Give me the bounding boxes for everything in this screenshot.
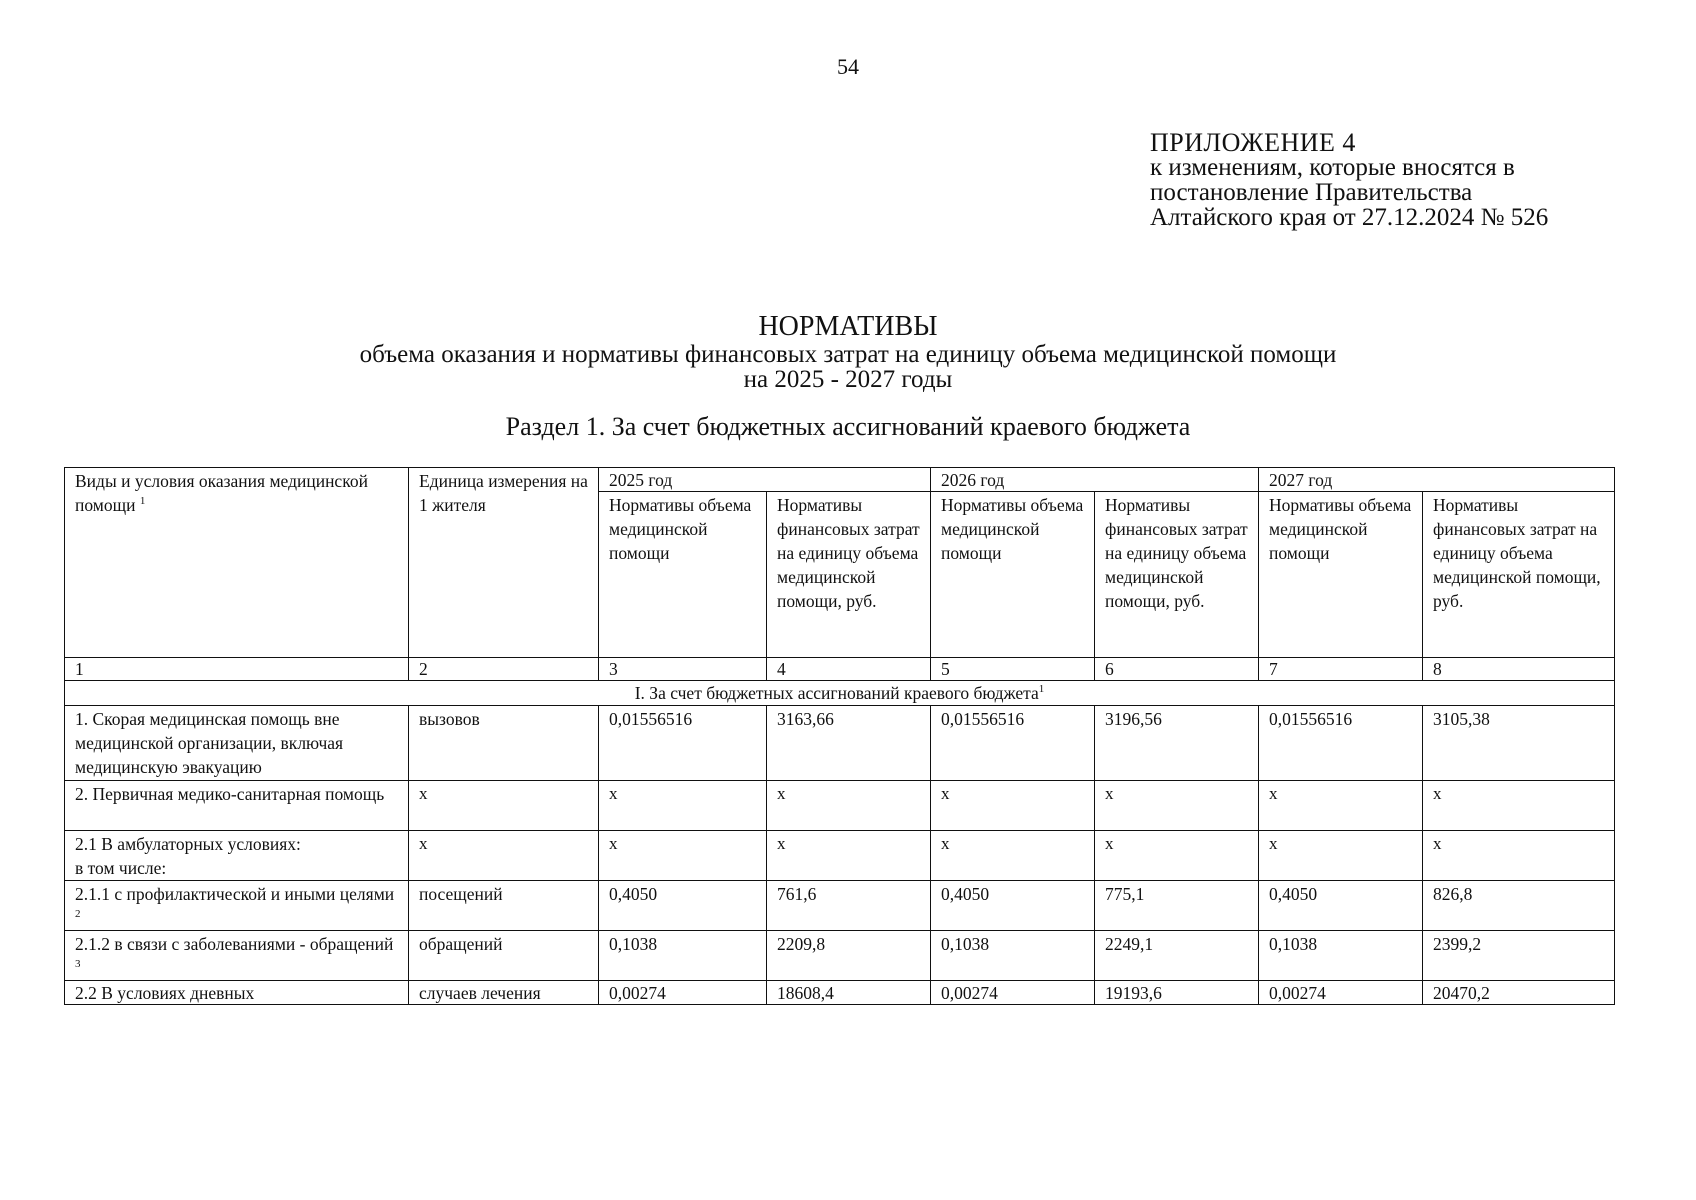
row-name-text: 2.1.2 в связи с заболеваниями - обращений — [75, 934, 394, 954]
column-number: 1 — [65, 658, 409, 681]
row-unit: случаев лечения — [409, 981, 599, 1005]
footnote-mark: 1 — [139, 495, 146, 508]
row-name: 2.2 В условиях дневных — [65, 981, 409, 1005]
row-value: 3105,38 — [1423, 706, 1615, 781]
footnote-mark: 1 — [1038, 683, 1045, 696]
header-volume-2026: Нормативы объема медицинской помощи — [931, 492, 1095, 658]
header-cell-kind — [65, 468, 409, 658]
header-volume-2025: Нормативы объема медицинской помощи — [599, 492, 767, 658]
footnote-mark: 3 — [75, 958, 81, 971]
row-name-line: 2.1 В амбулаторных условиях: — [75, 834, 301, 854]
document-title-line: объема оказания и нормативы финансовых затрат на единицу объема медицинской помощи — [359, 341, 1337, 368]
row-value: 0,01556516 — [599, 706, 767, 781]
row-name-line: в том числе: — [75, 858, 167, 878]
document-title-main: НОРМАТИВЫ — [758, 311, 938, 342]
row-value: х — [1095, 831, 1259, 881]
row-value: 0,1038 — [931, 931, 1095, 981]
column-number: 4 — [767, 658, 931, 681]
header-row-years — [65, 468, 1615, 492]
page-number: 54 — [837, 54, 859, 79]
row-value: х — [599, 831, 767, 881]
appendix-line: постановление Правительства — [1150, 179, 1473, 206]
header-year-2025: 2025 год — [599, 468, 931, 492]
header-cost-2027: Нормативы финансовых затрат на единицу объема медицинской помощи, руб. — [1423, 492, 1615, 658]
row-value: 3196,56 — [1095, 706, 1259, 781]
table-row — [65, 781, 1615, 831]
row-value: 0,01556516 — [931, 706, 1095, 781]
row-value: 0,1038 — [599, 931, 767, 981]
row-unit: х — [409, 781, 599, 831]
row-name: 1. Скорая медицинская помощь вне медицинской организации, включая медицинскую эвакуацию — [65, 706, 409, 781]
column-number: 6 — [1095, 658, 1259, 681]
header-year-2027: 2027 год — [1259, 468, 1615, 492]
footnote-mark: 2 — [75, 908, 81, 921]
row-value: 775,1 — [1095, 881, 1259, 931]
row-value: 0,4050 — [1259, 881, 1423, 931]
table-row — [65, 931, 1615, 981]
row-value: 20470,2 — [1423, 981, 1615, 1005]
column-number: 2 — [409, 658, 599, 681]
column-number-row — [65, 658, 1615, 681]
section-row-cell — [65, 681, 1615, 706]
row-value: х — [1259, 781, 1423, 831]
row-value: 19193,6 — [1095, 981, 1259, 1005]
row-unit: х — [409, 831, 599, 881]
header-year-2026: 2026 год — [931, 468, 1259, 492]
row-value: х — [1259, 831, 1423, 881]
header-cost-2026: Нормативы финансовых затрат на единицу объема медицинской помощи, руб. — [1095, 492, 1259, 658]
row-value: 0,00274 — [599, 981, 767, 1005]
document-title — [0, 312, 1696, 392]
norms-table — [64, 467, 1615, 1005]
row-value: 0,00274 — [931, 981, 1095, 1005]
row-value: 0,4050 — [599, 881, 767, 931]
row-value: х — [931, 781, 1095, 831]
row-value: х — [767, 831, 931, 881]
row-unit: вызовов — [409, 706, 599, 781]
header-kind-text: Виды и условия оказания медицинской помощи — [75, 471, 368, 515]
row-value: 3163,66 — [767, 706, 931, 781]
header-cost-2025: Нормативы финансовых затрат на единицу объема медицинской помощи, руб. — [767, 492, 931, 658]
column-number: 3 — [599, 658, 767, 681]
row-value: 2399,2 — [1423, 931, 1615, 981]
appendix-title: ПРИЛОЖЕНИЕ 4 — [1150, 128, 1356, 157]
table-row — [65, 981, 1615, 1005]
column-number: 7 — [1259, 658, 1423, 681]
row-value: х — [1423, 831, 1615, 881]
appendix-block — [1150, 130, 1548, 230]
appendix-line: к изменениям, которые вносятся в — [1150, 154, 1515, 181]
column-number: 5 — [931, 658, 1095, 681]
section-row-text: I. За счет бюджетных ассигнований краевого бюджета — [634, 683, 1039, 703]
header-volume-2027: Нормативы объема медицинской помощи — [1259, 492, 1423, 658]
table-row — [65, 881, 1615, 931]
appendix-line: Алтайского края от 27.12.2024 № 526 — [1150, 204, 1549, 231]
row-value: х — [599, 781, 767, 831]
table-row — [65, 706, 1615, 781]
row-value: 0,00274 — [1259, 981, 1423, 1005]
column-number: 8 — [1423, 658, 1615, 681]
row-name — [65, 831, 409, 881]
row-value: х — [1095, 781, 1259, 831]
section-row — [65, 681, 1615, 706]
row-value: 0,01556516 — [1259, 706, 1423, 781]
row-name-text: 2.1.1 с профилактической и иными целями — [75, 884, 395, 904]
section-title: Раздел 1. За счет бюджетных ассигнований краевого бюджета — [505, 412, 1191, 441]
row-name — [65, 881, 409, 931]
row-value: 18608,4 — [767, 981, 931, 1005]
table-row — [65, 831, 1615, 881]
row-value: х — [931, 831, 1095, 881]
row-value: 0,4050 — [931, 881, 1095, 931]
document-title-line: на 2025 - 2027 годы — [743, 366, 953, 393]
row-value: 0,1038 — [1259, 931, 1423, 981]
row-name: 2. Первичная медико-санитарная помощь — [65, 781, 409, 831]
row-name — [65, 931, 409, 981]
row-unit: посещений — [409, 881, 599, 931]
row-value: 2249,1 — [1095, 931, 1259, 981]
row-value: 826,8 — [1423, 881, 1615, 931]
header-cell-unit: Единица измерения на 1 жителя — [409, 468, 599, 658]
row-value: х — [767, 781, 931, 831]
row-value: 2209,8 — [767, 931, 931, 981]
row-value: х — [1423, 781, 1615, 831]
row-unit: обращений — [409, 931, 599, 981]
row-value: 761,6 — [767, 881, 931, 931]
